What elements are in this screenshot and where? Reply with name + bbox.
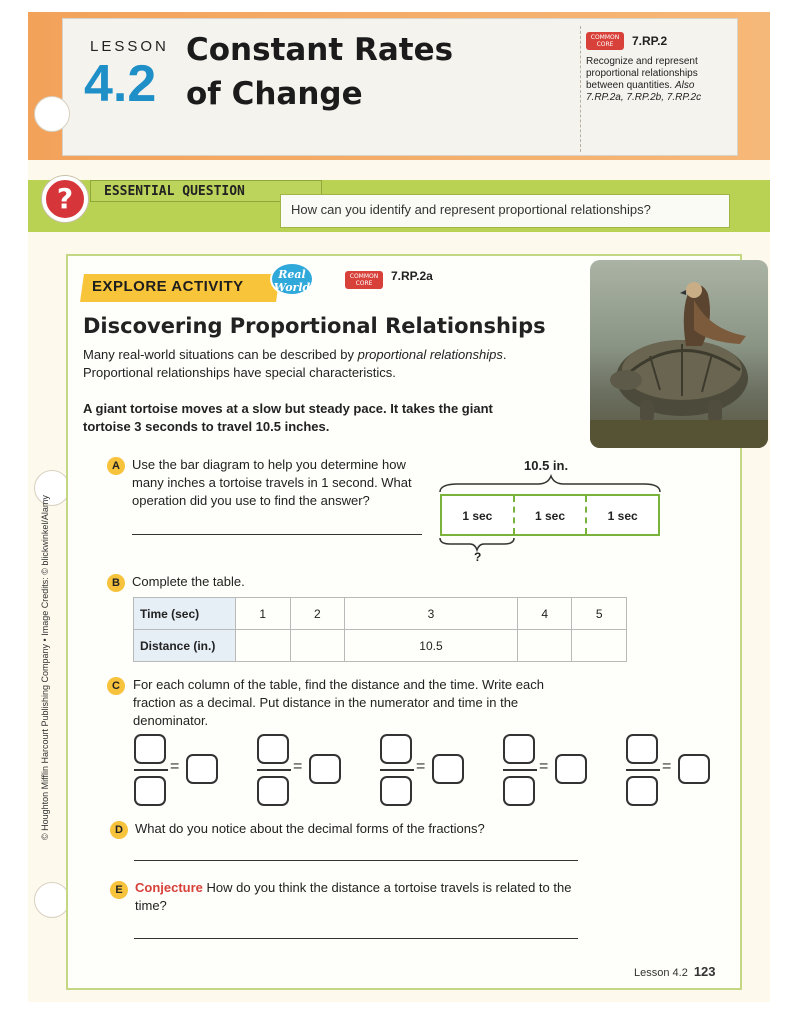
part-a-answer-line[interactable]: [132, 534, 422, 535]
fraction-bar: [626, 769, 660, 771]
standards-box: [586, 30, 736, 104]
fraction-row: [134, 732, 724, 808]
numerator-box[interactable]: [134, 734, 166, 764]
common-core-badge-2: [345, 269, 383, 289]
lesson-label: LESSON: [90, 38, 169, 55]
fraction-bar: [380, 769, 414, 771]
explore-label: EXPLORE ACTIVITY: [92, 278, 244, 295]
decimal-box[interactable]: [678, 754, 710, 784]
part-d-marker: D: [110, 821, 128, 839]
bar-brace-top: [438, 474, 664, 496]
bar-segment: 1 sec: [462, 509, 493, 523]
equals-sign: =: [539, 758, 549, 775]
lesson-number: 4.2: [84, 55, 157, 113]
bar-segment: 1 sec: [585, 496, 658, 534]
standard-also: Also 7.RP.2a, 7.RP.2b, 7.RP.2c: [586, 79, 702, 103]
intro-paragraph: [83, 346, 563, 382]
part-c-text: For each column of the table, find the distance and the time. Write each fraction as a decimal. Put distance in the numerator and time in the denominator.: [133, 677, 544, 728]
image-credit: [30, 495, 70, 850]
intro-text-1: Many real-world situations can be described by: [83, 347, 358, 362]
part-d-text: What do you notice about the decimal forms of the fractions?: [135, 821, 485, 836]
question-mark-icon: ?: [42, 176, 88, 222]
numerator-box[interactable]: [503, 734, 535, 764]
intro-emphasis: proportional relationships: [357, 347, 503, 362]
numerator-box[interactable]: [380, 734, 412, 764]
bar-total-label: 10.5 in.: [524, 458, 569, 473]
denominator-box[interactable]: [503, 776, 535, 806]
denominator-box[interactable]: [380, 776, 412, 806]
fraction-bar: [503, 769, 537, 771]
fraction-group: [626, 732, 716, 808]
equals-sign: =: [662, 758, 672, 775]
page-number: 123: [693, 964, 716, 979]
table-cell: 10.5: [345, 630, 518, 662]
table-cell: 5: [572, 598, 627, 630]
part-b-marker: B: [107, 574, 125, 592]
table-input-cell[interactable]: [517, 630, 572, 662]
bar-diagram: [440, 494, 660, 536]
denominator-box[interactable]: [257, 776, 289, 806]
bar-unknown-label: ?: [474, 550, 482, 564]
decimal-box[interactable]: [555, 754, 587, 784]
table-row: [134, 630, 627, 662]
conjecture-keyword: Conjecture: [135, 880, 203, 895]
common-core-badge: COMMON CORE: [345, 271, 383, 289]
footer-lesson: Lesson 4.2: [634, 967, 688, 979]
fraction-bar: [257, 769, 291, 771]
table-input-cell[interactable]: [290, 630, 345, 662]
activity-heading: Discovering Proportional Relationships: [83, 314, 546, 338]
part-e-marker: E: [110, 881, 128, 899]
denominator-box[interactable]: [134, 776, 166, 806]
equals-sign: =: [170, 758, 180, 775]
binder-hole: [34, 882, 70, 918]
explore-standard: 7.RP.2a: [391, 269, 433, 283]
part-b-text: Complete the table.: [132, 574, 245, 589]
fraction-group: [134, 732, 224, 808]
part-e-answer-line[interactable]: [134, 938, 578, 939]
bar-segment: 1 sec: [513, 496, 586, 534]
binder-hole: [34, 96, 70, 132]
part-e-question: How do you think the distance a tortoise travels is related to the time?: [135, 880, 572, 913]
standard-desc-text: Recognize and represent proportional relationships between quantities.: [586, 55, 698, 91]
table-cell: 1: [236, 598, 291, 630]
common-core-badge: COMMON CORE: [586, 32, 624, 50]
intro-text-2: . Proportional relationships have special characteristics.: [83, 347, 507, 380]
essential-question-label: ESSENTIAL QUESTION: [104, 184, 245, 199]
fraction-group: [380, 732, 470, 808]
part-a-text: Use the bar diagram to help you determine how many inches a tortoise travels in 1 second. What operation did you use to find the answer?: [132, 457, 412, 508]
table-input-cell[interactable]: [572, 630, 627, 662]
header-divider: [580, 26, 581, 152]
table-input-cell[interactable]: [236, 630, 291, 662]
numerator-box[interactable]: [626, 734, 658, 764]
table-cell: 4: [517, 598, 572, 630]
denominator-box[interactable]: [626, 776, 658, 806]
decimal-box[interactable]: [186, 754, 218, 784]
numerator-box[interactable]: [257, 734, 289, 764]
time-distance-table: [133, 597, 627, 662]
decimal-box[interactable]: [309, 754, 341, 784]
decimal-box[interactable]: [432, 754, 464, 784]
equals-sign: =: [293, 758, 303, 775]
table-row: [134, 598, 627, 630]
problem-statement: A giant tortoise moves at a slow but steady pace. It takes the giant tortoise 3 seconds to travel 10.5 inches.: [83, 401, 493, 434]
fraction-group: [503, 732, 593, 808]
equals-sign: =: [416, 758, 426, 775]
part-d-answer-line[interactable]: [134, 860, 578, 861]
page-footer: [634, 964, 716, 979]
standard-description: [586, 56, 726, 104]
table-cell: 3: [345, 598, 518, 630]
part-e-text: [135, 879, 575, 915]
photo-illustration: [590, 260, 768, 448]
tortoise-hawk-photo: [590, 260, 768, 448]
row-header-distance: Distance (in.): [134, 630, 236, 662]
fraction-bar: [134, 769, 168, 771]
real-world-badge: Real World: [270, 262, 314, 296]
lesson-title: Constant Rates of Change: [186, 32, 454, 112]
standard-code: 7.RP.2: [632, 33, 668, 48]
credit-text: © Houghton Mifflin Harcourt Publishing Company • Image Credits: © blickwinkel/Alamy: [40, 495, 50, 840]
fraction-group: [257, 732, 347, 808]
row-header-time: Time (sec): [134, 598, 236, 630]
part-a-marker: A: [107, 457, 125, 475]
essential-question-text: How can you identify and represent proportional relationships?: [291, 202, 651, 217]
table-cell: 2: [290, 598, 345, 630]
part-c-marker: C: [107, 677, 125, 695]
